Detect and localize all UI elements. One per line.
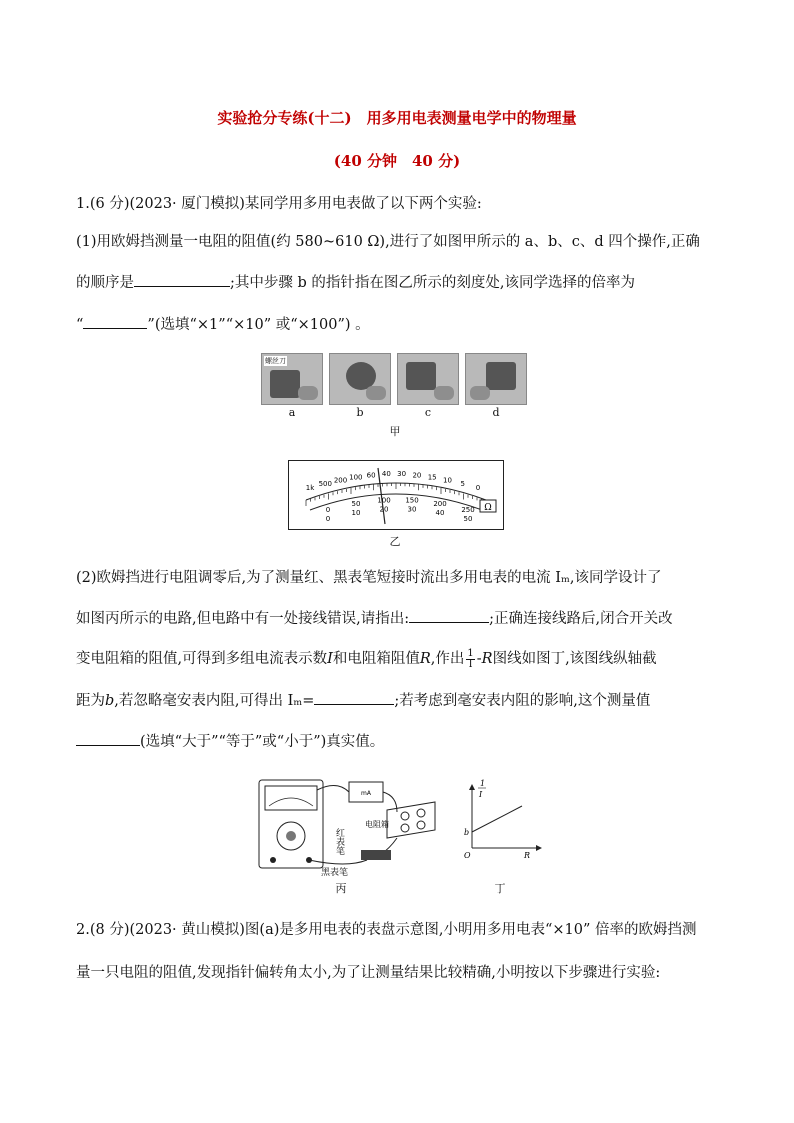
answer-blank-order[interactable] [134,272,230,287]
photo-c [397,353,459,405]
dial-upper-tick-label: 60 [366,471,376,480]
svg-text:电阻箱: 电阻箱 [365,820,389,829]
graph-line [472,806,522,832]
dial-lower-tick-label: 200 [433,500,447,509]
svg-text:黑表笔: 黑表笔 [321,868,349,878]
fraction-1-over-I: $\frac{1}{I}$ [467,647,474,670]
dial-upper-tick-label: 30 [397,470,407,479]
figure-ding-caption: 丁 [494,882,506,895]
q1-part1-line3: “ ”(选填“×1”“×10” 或“×100”) 。 [76,314,720,336]
q1-part2-line5: (选填“大于”“等于”或“小于”)真实值。 [76,731,720,753]
q1-part2-line3: 变电阻箱的阻值,可得到多组电流表示数I和电阻箱阻值R,作出 $\frac{1}{I}$ -R图线如图丁,该图线纵轴截 [76,647,657,670]
q1-part1-line2: 的顺序是 ;其中步骤 b 的指针指在图乙所示的刻度处,该同学选择的倍率为 [76,272,720,294]
answer-blank-Im[interactable] [314,690,394,705]
photo-b [329,353,391,405]
svg-text:I: I [479,790,483,799]
figure-yi-dial [288,460,504,530]
dial-upper-tick-label: 5 [460,480,465,489]
photo-a [261,353,323,405]
photo-label-a: a [288,406,296,419]
figure-ding-graph [458,778,542,874]
svg-text:O: O [464,851,471,860]
photo-label-d: d [492,406,500,419]
dial-lower-tick-label: 100 [377,496,391,505]
dial-lower-tick-label-2: 30 [407,505,417,514]
dial-lower-tick-label: 250 [461,506,475,514]
dial-lower-tick-label-2: 20 [379,505,389,514]
dial-upper-tick-label: 20 [412,471,422,480]
svg-text:b: b [464,828,470,837]
page-title: 实验抢分专练(十二) 用多用电表测量电学中的物理量 [217,109,577,127]
svg-text:mA: mA [361,790,371,797]
svg-text:R: R [524,851,531,860]
dial-upper-tick-label: 0 [475,484,481,492]
page-subtitle: (40 分钟 40 分) [333,152,461,170]
photo-label-b: b [356,406,364,419]
q2-line1: 2.(8 分)(2023· 黄山模拟)图(a)是多用电表的表盘示意图,小明用多用电表“×10” 倍率的欧姆挡测 [76,922,697,938]
answer-blank-multiplier[interactable] [83,314,147,329]
svg-text:1: 1 [480,779,486,788]
figure-jia-caption: 甲 [389,425,401,438]
dial-lower-tick-label-2: 40 [435,509,445,518]
dial-upper-tick-label: 40 [381,470,391,479]
answer-blank-wiring-error[interactable] [409,608,489,623]
switch [361,850,391,860]
answer-blank-compare[interactable] [76,731,140,746]
dial-unit: Ω [484,503,492,513]
photo-tag: 螺丝刀 [265,357,286,365]
dial-upper-tick-label: 500 [318,480,332,489]
dial-upper-tick-label: 200 [333,476,348,485]
q1-part1-line1: (1)用欧姆挡测量一电阻的阻值(约 580~610 Ω),进行了如图甲所示的 a、b、c、d 四个操作,正确 [76,234,700,250]
dial-lower-tick-label: 50 [351,500,361,509]
q1-part2-line2: 如图丙所示的电路,但电路中有一处接线错误,请指出: ;正确连接线路后,闭合开关改 [76,608,720,630]
svg-text:红表笔: 红表笔 [334,828,344,855]
figure-bing-caption: 丙 [335,882,347,895]
dial-lower-tick-label-2: 50 [463,515,473,523]
resistance-box [387,802,435,838]
dial-upper-tick-label: 1k [305,484,315,492]
q1-part2-line1: (2)欧姆挡进行电阻调零后,为了测量红、黑表笔短接时流出多用电表的电流 Iₘ,该同学设计了 [76,570,662,586]
dial-lower-tick-label: 0 [325,506,331,514]
q1-intro: 1.(6 分)(2023· 厦门模拟)某同学用多用电表做了以下两个实验: [76,196,482,212]
dial-upper-tick-label: 15 [427,473,437,482]
dial-lower-tick-label: 150 [405,496,419,505]
dial-upper-tick-label: 10 [442,476,452,485]
q2-line2: 量一只电阻的阻值,发现指针偏转角太小,为了让测量结果比较精确,小明按以下步骤进行实验: [76,965,661,981]
figure-bing-circuit [257,778,447,878]
dial-lower-tick-label-2: 10 [351,509,361,518]
dial-upper-tick-label: 100 [349,473,363,482]
photo-d [465,353,527,405]
photo-label-c: c [424,406,432,419]
dial-lower-tick-label-2: 0 [325,515,331,523]
q1-part2-line4: 距为b,若忽略毫安表内阻,可得出 Iₘ= ;若考虑到毫安表内阻的影响,这个测量值 [76,690,720,712]
figure-yi-caption: 乙 [389,535,401,548]
